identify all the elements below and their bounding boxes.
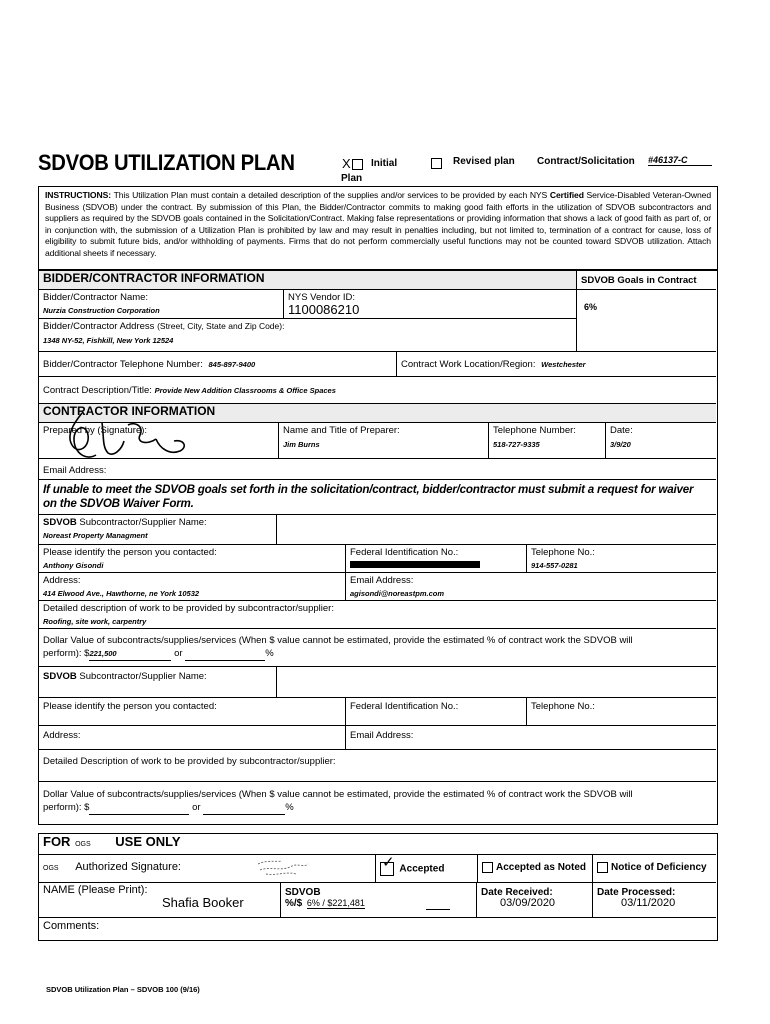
contractor-phone-field[interactable] — [488, 423, 605, 459]
sub2-phone-field[interactable] — [526, 698, 716, 726]
footer-form-id: SDVOB Utilization Plan – SDVOB 100 (9/16) — [46, 985, 200, 994]
vendor-id-value: 1100086210 — [288, 302, 360, 317]
bidder-address-label: Bidder/Contractor Address — [43, 321, 155, 332]
checkbox-icon — [482, 862, 493, 873]
sub1-fed-id-field[interactable] — [345, 545, 526, 573]
preparer-name-label: Name and Title of Preparer: — [283, 425, 400, 436]
initial-label-plan: Plan — [341, 173, 363, 184]
date-processed-field[interactable] — [592, 883, 716, 918]
sub2-work-description-field[interactable] — [39, 750, 716, 782]
ogs-sdvob-pct-field[interactable] — [280, 883, 476, 918]
ogs-sdvob-label: SDVOB — [285, 887, 321, 898]
initial-mark: X — [342, 156, 351, 171]
date-field[interactable] — [605, 423, 716, 459]
bidder-phone-value: 845-897-9400 — [208, 360, 256, 369]
bidder-phone-field[interactable] — [39, 352, 396, 377]
contract-solicitation-label: Contract/Solicitation — [537, 156, 635, 167]
sub1-name-label: Subcontractor/Supplier Name: — [76, 517, 207, 528]
sub1-dollar-value-field[interactable] — [39, 629, 716, 667]
sub1-phone-field[interactable] — [526, 545, 716, 573]
contractor-section-title: CONTRACTOR INFORMATION — [43, 404, 216, 418]
sub2-contact-field[interactable] — [39, 698, 345, 726]
sub1-fed-id-redaction — [350, 561, 480, 568]
date-processed-value: 03/11/2020 — [621, 897, 676, 909]
sub2-name-field[interactable] — [39, 667, 276, 698]
sub1-work-label: Detailed description of work to be provided by subcontractor/supplier: — [43, 603, 334, 614]
ogs-small-label: OGS — [75, 841, 91, 848]
bidder-name-field[interactable] — [39, 290, 283, 319]
bidder-name-label: Bidder/Contractor Name: — [43, 292, 149, 303]
instructions-label: INSTRUCTIONS: — [45, 190, 112, 200]
ogs-header — [39, 834, 716, 855]
sub1-contact-label: Please identify the person you contacted: — [43, 547, 217, 558]
sub2-dollar-blank[interactable] — [89, 801, 189, 815]
sub1-percent-blank[interactable] — [185, 647, 265, 661]
checkbox-icon — [431, 158, 442, 169]
sub2-phone-label: Telephone No.: — [531, 701, 595, 712]
sub1-name-value: Noreast Property Managment — [43, 531, 148, 540]
sub2-dollar-value-field[interactable] — [39, 782, 716, 822]
instructions-text — [39, 187, 717, 262]
vendor-id-label: NYS Vendor ID: — [288, 292, 356, 303]
waiver-text-1: If unable to meet the SDVOB goals set forth in the solicitation/contract, bidder/contractor must submit a request for waiver — [43, 483, 694, 496]
ogs-for-label: FOR — [43, 834, 71, 849]
sub1-fed-id-label: Federal Identification No.: — [350, 547, 459, 558]
contract-description-value: Provide New Addition Classrooms & Office Spaces — [154, 386, 336, 395]
ogs-name-value: Shafia Booker — [162, 895, 244, 910]
sub2-perform-label: perform): $ — [43, 802, 90, 813]
accepted-checkbox[interactable] — [375, 855, 477, 883]
date-value: 3/9/20 — [610, 440, 631, 449]
sub1-contact-value: Anthony Gisondi — [43, 561, 104, 570]
page-title: SDVOB UTILIZATION PLAN — [38, 150, 295, 175]
bidder-section-header — [39, 271, 576, 290]
ogs-name-label: NAME (Please Print): — [43, 884, 148, 896]
accepted-as-noted-checkbox[interactable] — [477, 855, 592, 883]
initial-label: Initial — [371, 158, 398, 169]
sub2-or: or — [192, 802, 201, 813]
waiver-notice — [39, 480, 716, 515]
bidder-address-field[interactable] — [39, 319, 576, 352]
sub2-name-extra[interactable] — [276, 667, 716, 698]
sub2-pct: % — [285, 802, 294, 813]
sub1-contact-field[interactable] — [39, 545, 345, 573]
initial-plan-checkbox[interactable] — [342, 156, 366, 171]
sub2-dollar-text: Dollar Value of subcontracts/supplies/services (When $ value cannot be estimated, provide the estimated % of contract work the SDVOB will — [43, 789, 633, 800]
sub2-address-label: Address: — [43, 730, 81, 741]
sub2-percent-blank[interactable] — [203, 801, 285, 815]
sub1-work-value: Roofing, site work, carpentry — [43, 617, 147, 626]
sub2-contact-label: Please identify the person you contacted: — [43, 701, 217, 712]
prepared-by-label: Prepared by (Signature): — [43, 425, 148, 436]
contractor-phone-label: Telephone Number: — [493, 425, 576, 436]
sub1-name-field[interactable] — [39, 515, 276, 545]
preparer-name-field[interactable] — [278, 423, 488, 459]
sub1-address-label: Address: — [43, 575, 81, 586]
work-location-value: Westchester — [541, 360, 586, 369]
sub1-dollar-blank[interactable] — [89, 647, 171, 661]
preparer-name-value: Jim Burns — [283, 440, 320, 449]
accepted-as-noted-label: Accepted as Noted — [496, 862, 587, 874]
bidder-name-value: Nurzia Construction Corporation — [43, 306, 160, 315]
revised-plan-checkbox[interactable] — [431, 155, 445, 173]
sub1-dollar-value: 221,500 — [89, 649, 117, 658]
sub2-name-label: Subcontractor/Supplier Name: — [76, 671, 207, 682]
date-label: Date: — [610, 425, 633, 436]
date-received-label: Date Received: — [481, 887, 553, 898]
instructions-text-b: Service-Disabled Veteran-Owned Business (SDVOB) under the contract. By submission of this Plan, the Bidder/Contractor commits to making good faith efforts in the utilization of SDVOB subcontractors and suppliers as required by the SDVOB goals contained in the Solicitation/Contract. Making false representations or providing information that shows a lack of good faith as part of, or in conjunction with, the submission of a Utilization Plan is prohibited by law and may result in penalties including, but not limited to, termination of a contract for cause, loss of eligibility to submit future bids, and/or withholding of payments. Firms that do not perform commercially useful functions may not be counted toward SDVOB utilization. Attach additional sheets if necessary. — [45, 190, 712, 258]
sub1-pct: % — [265, 648, 274, 659]
instructions-box — [38, 186, 718, 270]
ogs-pct-label: %/$ — [285, 898, 303, 909]
contract-description-label: Contract Description/Title: — [43, 385, 152, 396]
sub1-email-label: Email Address: — [350, 575, 414, 586]
sub1-phone-label: Telephone No.: — [531, 547, 595, 558]
date-processed-label: Date Processed: — [597, 887, 676, 898]
sub2-fed-id-field[interactable] — [345, 698, 526, 726]
ogs-use-only-label: USE ONLY — [115, 834, 181, 849]
vendor-id-field[interactable] — [283, 290, 576, 319]
notice-of-deficiency-label: Notice of Deficiency — [611, 862, 707, 874]
sub1-email-field[interactable] — [345, 573, 716, 601]
ogs-pct-value: 6% / $221,481 — [306, 898, 365, 908]
sub1-address-field[interactable] — [39, 573, 345, 601]
work-location-label: Contract Work Location/Region: — [401, 359, 536, 370]
notice-of-deficiency-checkbox[interactable] — [592, 855, 716, 883]
sub2-email-field[interactable] — [345, 726, 716, 750]
certified-bold: Certified — [549, 190, 584, 200]
sdvob-goals-value: 6% — [576, 290, 716, 352]
sub1-or: or — [174, 648, 183, 659]
sub2-email-label: Email Address: — [350, 730, 414, 741]
sub1-dollar-text: Dollar Value of subcontracts/supplies/services (When $ value cannot be estimated, provide the estimated % of contract work the SDVOB will — [43, 635, 633, 646]
sub1-sdvob-bold: SDVOB — [43, 517, 77, 528]
bidder-address-hint: (Street, City, State and Zip Code): — [157, 321, 285, 331]
sub1-email-value: agisondi@noreastpm.com — [350, 589, 444, 598]
ogs-authorized-signature-field[interactable] — [39, 855, 375, 883]
ogs-signature-mark — [252, 856, 312, 878]
authorized-signature-label: Authorized Signature: — [75, 861, 181, 873]
sub2-address-field[interactable] — [39, 726, 345, 750]
sub2-sdvob-bold: SDVOB — [43, 671, 77, 682]
sub1-phone-value: 914-557-0281 — [531, 561, 578, 570]
sdvob-goals-header: SDVOB Goals in Contract — [576, 271, 716, 290]
contract-number: #46137-C — [648, 155, 712, 166]
waiver-text-2: on the SDVOB Waiver Form. — [43, 497, 194, 510]
ogs-comments-field[interactable] — [39, 918, 716, 938]
ogs-name-field[interactable] — [39, 883, 280, 918]
checkbox-icon — [597, 862, 608, 873]
instructions-text-a: This Utilization Plan must contain a detailed description of the supplies and/or services to be provided by each NYS — [113, 190, 550, 200]
preparer-signature — [44, 405, 194, 465]
contract-description-field[interactable] — [39, 377, 716, 404]
sub2-fed-id-label: Federal Identification No.: — [350, 701, 459, 712]
accepted-label: Accepted — [399, 863, 445, 875]
ogs-small-label-2: OGS — [43, 865, 59, 872]
date-received-value: 03/09/2020 — [500, 897, 556, 909]
sub1-address-value: 414 Elwood Ave., Hawthorne, ne York 10532 — [43, 589, 200, 598]
sub1-name-extra[interactable] — [276, 515, 716, 545]
bidder-section-title: BIDDER/CONTRACTOR INFORMATION — [43, 271, 265, 285]
ogs-extra-blank — [426, 898, 450, 910]
sub1-perform-label: perform): $ — [43, 648, 90, 659]
work-location-field[interactable] — [396, 352, 716, 377]
contractor-phone-value: 518-727-9335 — [493, 440, 540, 449]
bidder-address-value: 1348 NY-52, Fishkill, New York 12524 — [43, 336, 174, 345]
email-address-field[interactable] — [39, 459, 716, 480]
bidder-phone-label: Bidder/Contractor Telephone Number: — [43, 359, 203, 370]
ogs-comments-label: Comments: — [43, 920, 100, 932]
date-received-field[interactable] — [476, 883, 592, 918]
revised-plan-label: Revised plan — [453, 156, 515, 167]
checkbox-checked-icon: ✓ — [380, 862, 394, 876]
sub2-work-label: Detailed Description of work to be provided by subcontractor/supplier: — [43, 756, 336, 767]
checkbox-icon — [352, 159, 363, 170]
sub1-work-description-field[interactable] — [39, 601, 716, 629]
email-address-label: Email Address: — [43, 465, 107, 476]
